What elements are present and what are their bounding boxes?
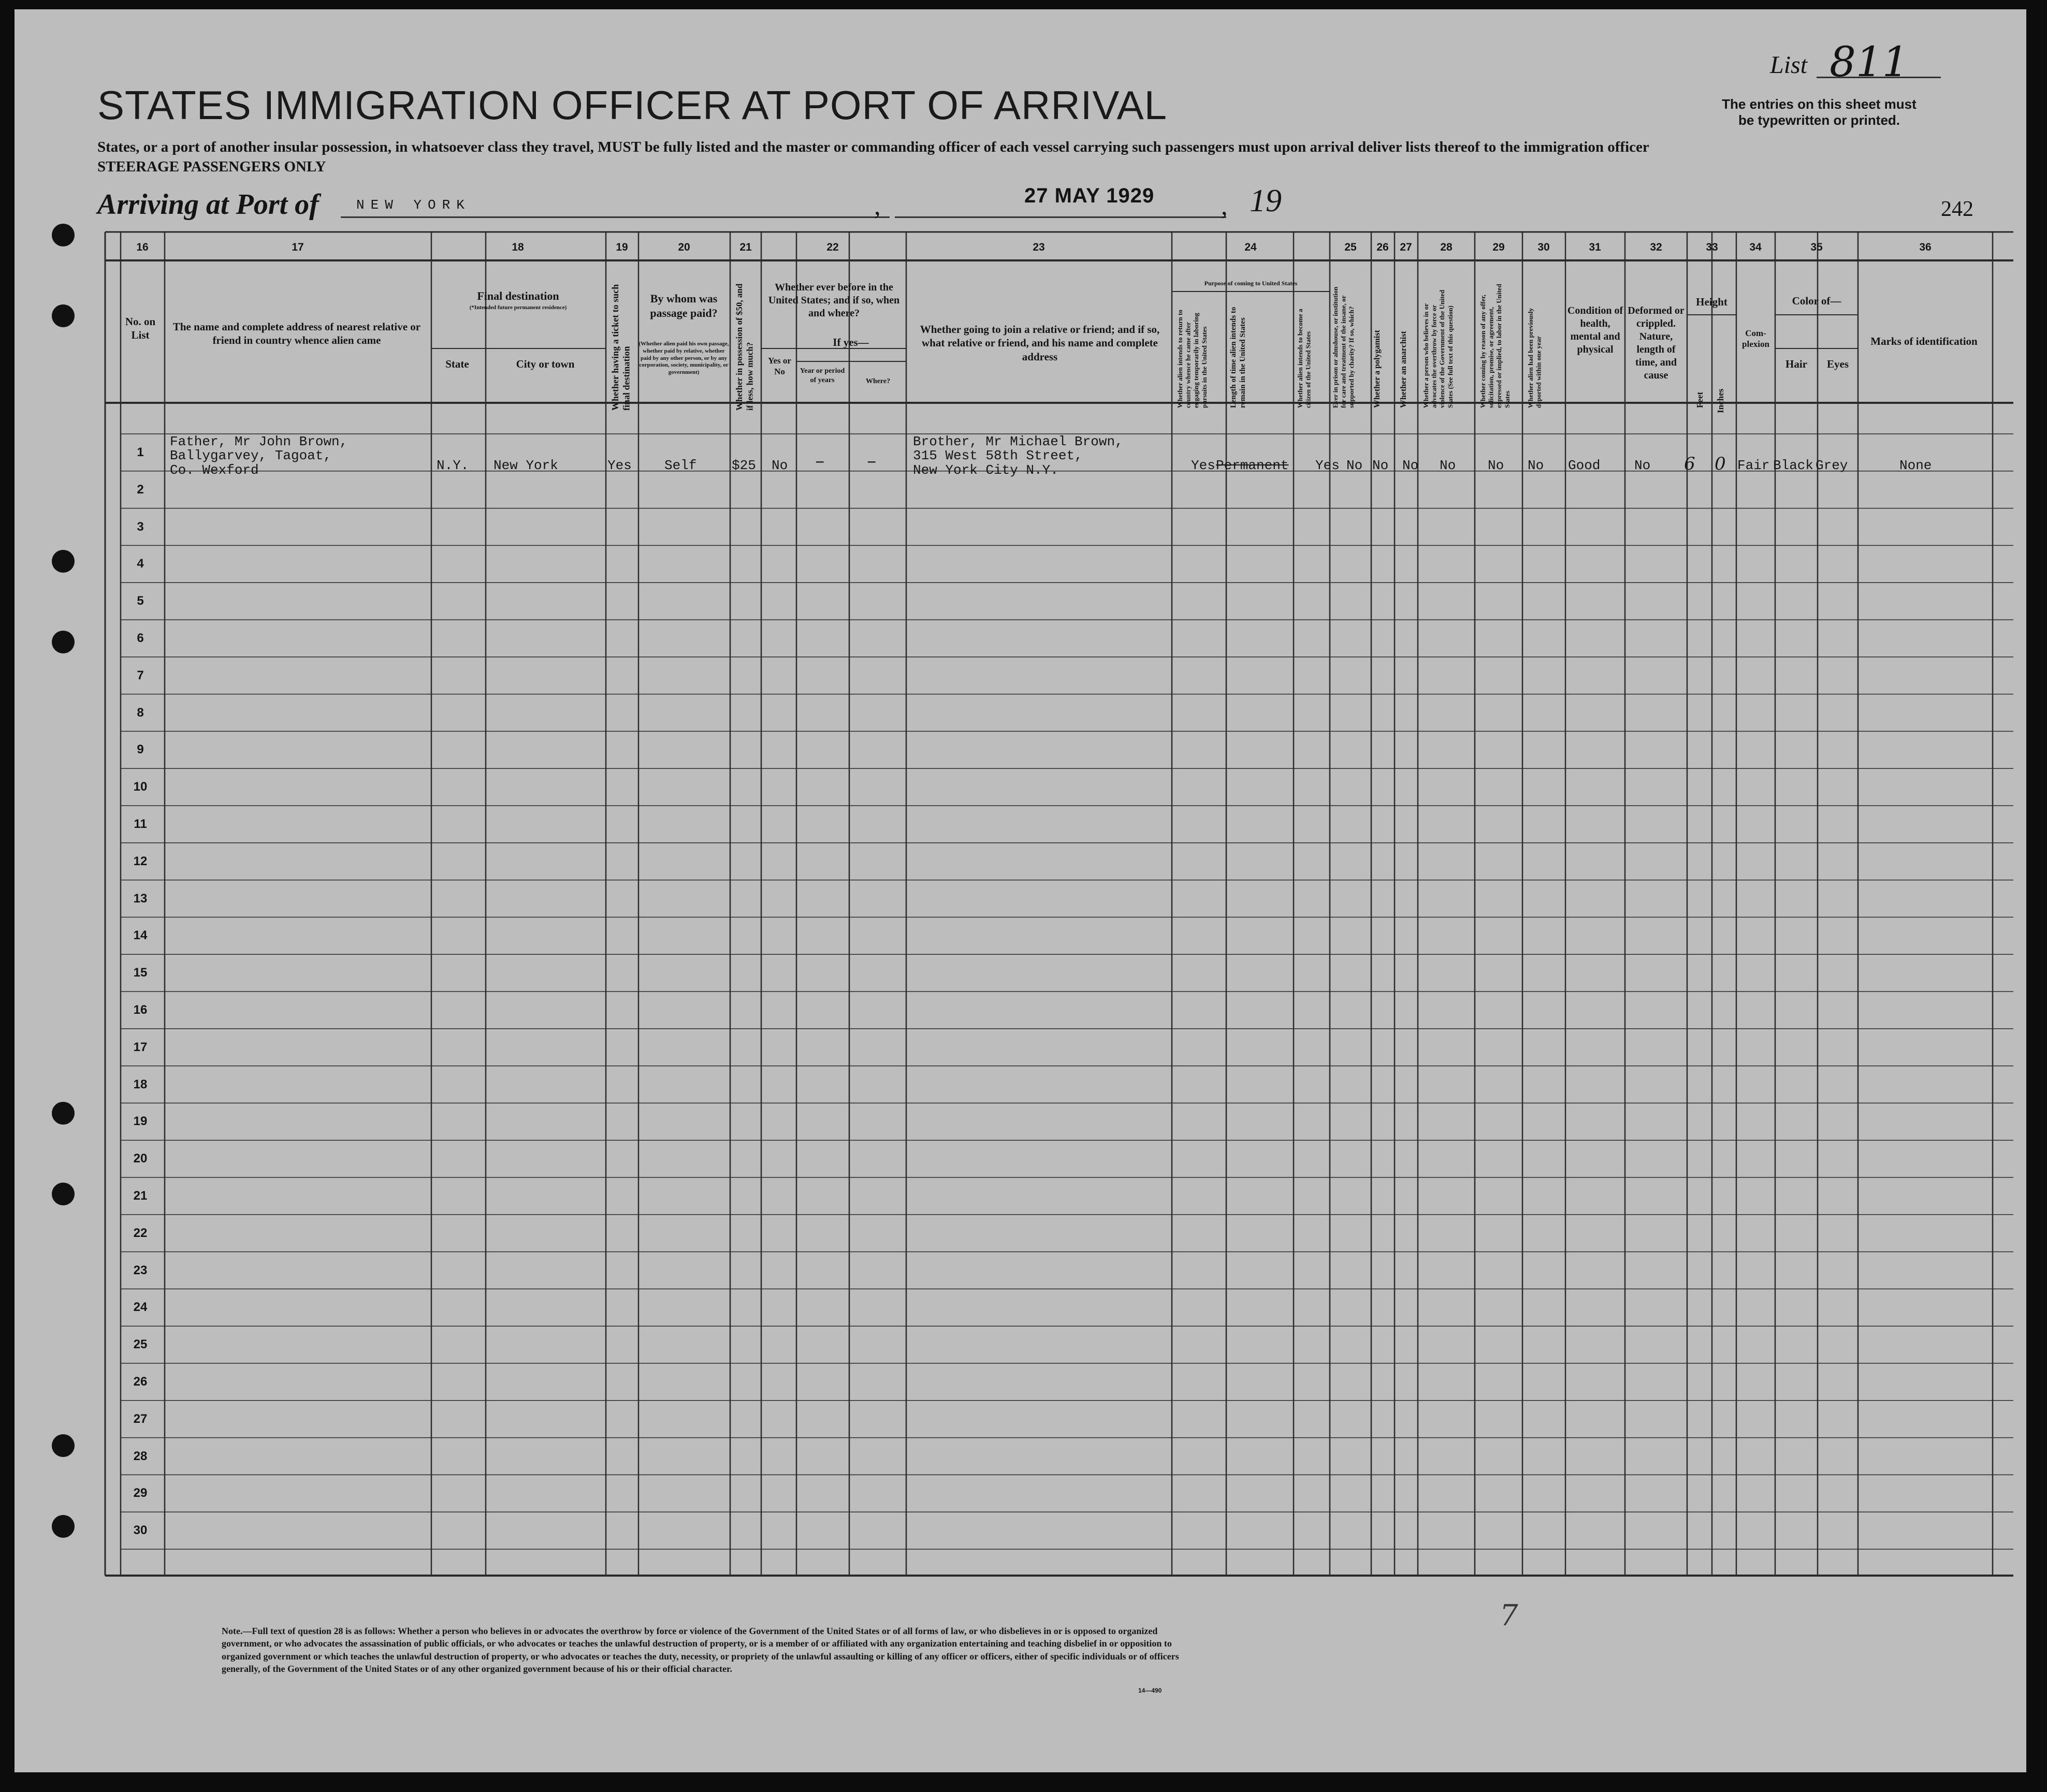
polygamist-cell: No	[1372, 458, 1389, 473]
complexion-cell: Fair	[1737, 458, 1770, 473]
column-number: 16	[136, 241, 149, 253]
row-number: 2	[137, 482, 144, 497]
header-no-on-list: No. on List	[125, 315, 156, 342]
header-eyes: Eyes	[1827, 358, 1849, 370]
deformed-cell: No	[1634, 458, 1651, 473]
header-nearest-relative: The name and complete address of nearest relative or friend in country whence alien came	[172, 320, 421, 347]
row-number: 14	[133, 928, 148, 943]
header-purpose-return: Whether alien intends to return to country whence he came after engaging temporarily in laboring pursuits in the United States	[1176, 310, 1208, 408]
row-number: 19	[133, 1114, 148, 1129]
year-cell: –	[815, 453, 825, 472]
column-number: 32	[1650, 241, 1662, 253]
entries-instruction: The entries on this sheet must be typewritten or printed.	[1722, 96, 1917, 128]
header-prison-almshouse: Ever in prison or almshouse, or institution for care and treatment of the insane, or supported by charity? If so, which?	[1331, 286, 1356, 408]
row-number: 9	[137, 742, 144, 757]
punch-hole	[52, 1434, 75, 1457]
money-cell: $25	[732, 458, 756, 473]
year-prefix: 19	[1250, 183, 1282, 218]
list-label: List	[1770, 51, 1808, 79]
form-number: 14—490	[1138, 1687, 1162, 1694]
subtitle-line-2: STEERAGE PASSENGERS ONLY	[97, 158, 326, 175]
column-number: 28	[1440, 241, 1453, 253]
column-number: 18	[512, 241, 524, 253]
row-number: 17	[133, 1040, 148, 1054]
header-purpose-length: Length of time alien intends to remain in the United States	[1229, 307, 1247, 408]
where-cell: –	[866, 453, 877, 472]
deported-cell: No	[1528, 458, 1544, 473]
header-feet: Feet	[1695, 391, 1705, 408]
row-number: 4	[137, 557, 144, 571]
row-number: 6	[137, 631, 144, 645]
column-number: 25	[1344, 241, 1357, 253]
row-number: 1	[137, 445, 144, 459]
row-number: 12	[133, 854, 148, 868]
header-city-or-town: City or town	[516, 358, 575, 370]
punch-hole	[52, 224, 75, 246]
manifest-sheet	[14, 9, 2026, 1772]
eyes-cell: Grey	[1816, 458, 1848, 473]
marks-cell: None	[1899, 458, 1932, 473]
row-number: 8	[137, 705, 144, 720]
header-marks-of-identification: Marks of identification	[1870, 335, 1978, 347]
inches-cell: 0	[1715, 454, 1726, 474]
port-value: NEW YORK	[356, 197, 471, 213]
punch-hole	[52, 1183, 75, 1205]
header-by-whom-paid: By whom was passage paid?	[650, 292, 718, 319]
row-number: 23	[133, 1263, 148, 1277]
punch-hole	[52, 550, 75, 573]
column-number: 31	[1589, 241, 1601, 253]
punch-hole	[52, 631, 75, 653]
header-final-destination: Final destination	[477, 289, 559, 302]
header-state: State	[445, 358, 469, 370]
header-if-yes: If yes—	[833, 336, 869, 348]
feet-cell: 6	[1684, 454, 1695, 474]
header-condition-of-health: Condition of health, mental and physical	[1567, 305, 1623, 355]
comma: ,	[1221, 191, 1228, 220]
column-number: 17	[292, 241, 304, 253]
header-joining-relative: Whether going to join a relative or friend; and if so, what relative or friend, and his name and complete address	[920, 323, 1160, 363]
header-believes-overthrow: Whether a person who believes in or advocates the overthrow by force or violence of the Government of the United States (See full text of this question)	[1422, 289, 1454, 408]
header-offer-promise: Whether coming by reason of any offer, solicitation, promise, or agreement, expressed or implied, to labor in the United States	[1479, 284, 1511, 408]
row-number: 21	[133, 1189, 148, 1203]
header-purpose-citizen: Whether alien intends to become a citizen of the United States	[1296, 309, 1312, 408]
header-by-whom-paid-note: (Whether alien paid his own passage, whether paid by relative, whether paid by any other person, or by any corporation, society, municipality, or government)	[638, 341, 729, 375]
row-number: 22	[133, 1226, 148, 1240]
purpose-length-cell: Permanent	[1216, 458, 1289, 473]
condition-cell: Good	[1568, 458, 1601, 473]
column-number: 27	[1400, 241, 1412, 253]
relative-address: Father, Mr John Brown, Ballygarvey, Tagoat, Co. Wexford	[170, 434, 348, 478]
prison-cell: No	[1346, 458, 1363, 473]
overthrow-cell: No	[1440, 458, 1456, 473]
subtitle-line-1: States, or a port of another insular possession, in whatsoever class they travel, MUST be fully listed and the master or commanding officer of each vessel carrying such passengers must upon arrival deliver lists thereof to the immigration officer	[97, 139, 1649, 155]
row-number: 25	[133, 1337, 148, 1352]
paid-by-cell: Self	[664, 458, 697, 473]
header-where: Where?	[865, 377, 891, 385]
row-number: 16	[133, 1003, 148, 1017]
column-number: 29	[1492, 241, 1505, 253]
header-yes-or-no: Yes or No	[768, 356, 791, 377]
date-stamp: 27 MAY 1929	[1024, 184, 1155, 207]
row-number: 26	[133, 1375, 148, 1389]
joining-address: Brother, Mr Michael Brown, 315 West 58th Street, New York City N.Y.	[913, 434, 1123, 478]
column-number: 33	[1706, 241, 1718, 253]
row-number: 13	[133, 891, 148, 906]
purpose-return-cell: Yes	[1191, 458, 1215, 473]
header-final-destination-note: (*Intended future permanent residence)	[469, 304, 567, 311]
hair-cell: Black	[1773, 458, 1814, 473]
state-cell: N.Y.	[437, 458, 469, 473]
column-number: 22	[826, 241, 839, 253]
column-number: 26	[1376, 241, 1389, 253]
page-title: STATES IMMIGRATION OFFICER AT PORT OF ARRIVAL	[97, 82, 1168, 128]
column-number: 35	[1810, 241, 1823, 253]
offer-cell: No	[1488, 458, 1504, 473]
comma: ,	[874, 191, 881, 220]
header-purpose: Purpose of coming to United States	[1204, 280, 1298, 287]
column-number: 34	[1749, 241, 1762, 253]
anarchist-cell: No	[1402, 458, 1419, 473]
header-deported: Whether alien had been previously deported within one year	[1527, 308, 1543, 408]
column-number: 20	[678, 241, 690, 253]
row-number: 10	[133, 780, 148, 794]
row-number: 7	[137, 668, 144, 682]
header-color-of: Color of—	[1792, 295, 1841, 307]
header-height: Height	[1696, 296, 1727, 308]
row-number: 15	[133, 966, 148, 980]
row-number: 11	[134, 817, 147, 831]
header-ticket-to-destination: Whether having a ticket to such final destination	[610, 284, 632, 411]
header-polygamist: Whether a polygamist	[1373, 330, 1382, 408]
footnote: Note.—Full text of question 28 is as follows: Whether a person who believes in or advocates the overthrow by force or violence of the Government of the United States or of all forms of law, or who disbelieves in or is opposed to organized government, or who advocates the assassination of public officials, or who advocates or teaches the unlawful destruction of property, or is a member of or affiliated with any organization entertaining and teaching disbelief in or opposition to organized government or which teaches the unlawful destruction of property, or who advocates or teaches the duty, necessity, or propriety of the unlawful assaulting or killing of any officer or officers, either of specific individuals or of officers generally, of the Government of the United States or of any other organized government because of his or their official character.	[222, 1626, 1179, 1674]
header-inches: Inches	[1716, 388, 1725, 413]
column-number: 21	[739, 241, 752, 253]
column-number: 19	[616, 241, 628, 253]
column-number: 23	[1033, 241, 1045, 253]
header-deformed-or-crippled: Deformed or crippled. Nature, length of time, and cause	[1628, 305, 1685, 381]
header-hair: Hair	[1785, 358, 1807, 370]
ever-before-cell: No	[772, 458, 788, 473]
list-number: 811	[1830, 38, 1909, 86]
ticket-cell: Yes	[607, 458, 632, 473]
row-number: 24	[133, 1300, 148, 1315]
arriving-label: Arriving at Port of	[97, 188, 319, 221]
punch-hole	[52, 304, 75, 327]
column-number: 36	[1919, 241, 1932, 253]
punch-hole	[52, 1515, 75, 1538]
header-ever-before-in-us: Whether ever before in the United States; and if so, when and where?	[768, 282, 900, 319]
row-number: 27	[133, 1411, 148, 1426]
header-possession-of-money: Whether in possession of $50, and if less, how much?	[734, 283, 755, 411]
column-number: 30	[1537, 241, 1550, 253]
row-number: 18	[133, 1077, 148, 1091]
header-anarchist: Whether an anarchist	[1399, 331, 1408, 408]
header-complexion: Com-plexion	[1742, 328, 1769, 349]
table-grid	[14, 9, 2026, 1772]
row-number: 20	[133, 1152, 148, 1166]
purpose-citizen-cell: Yes	[1315, 458, 1340, 473]
row-number: 29	[133, 1486, 148, 1500]
handwritten-mark: 7	[1500, 1599, 1518, 1633]
row-number: 3	[137, 519, 144, 534]
punch-hole	[52, 1102, 75, 1125]
column-number: 24	[1244, 241, 1257, 253]
row-number: 30	[133, 1523, 148, 1538]
header-year-or-period: Year or period of years	[800, 367, 845, 384]
row-number: 5	[137, 594, 144, 608]
row-number: 28	[133, 1449, 148, 1463]
city-cell: New York	[493, 458, 558, 473]
page-number: 242	[1941, 197, 1973, 221]
